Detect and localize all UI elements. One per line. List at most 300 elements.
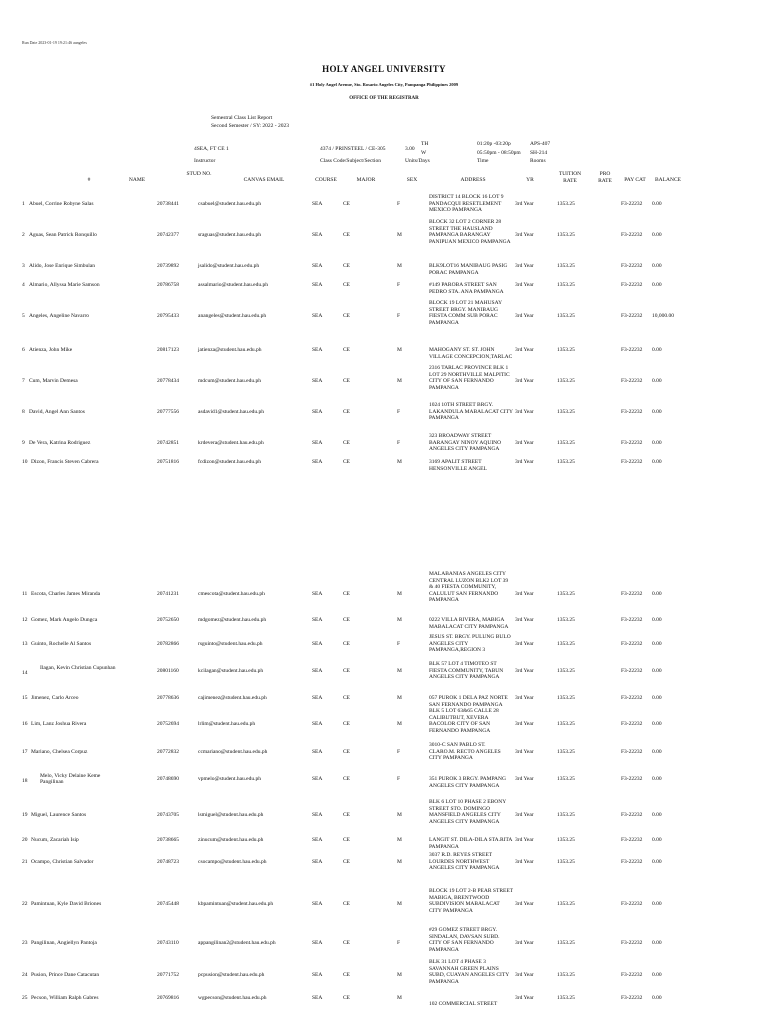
row-sex: F <box>397 282 401 288</box>
row-sex: F <box>397 940 401 946</box>
row-email: kbpamintuan@student.hau.edu.ph <box>198 901 274 907</box>
row-address: #29 GOMEZ STREET BRGY. SINDALAN, DAVSAN SUBD. CITY OF SAN FERNANDO PAMPANGA <box>429 927 500 953</box>
row-email: lrlim@student.hau.edu.ph <box>198 721 256 727</box>
row-course: SEA <box>312 459 323 465</box>
row-tuition: 1353.25 <box>557 901 575 907</box>
row-stud-no: 20738665 <box>157 837 179 843</box>
row-major: CE <box>343 263 351 269</box>
class-code-value: 4374 / PRINSTEEL / CE-305 <box>320 146 386 152</box>
row-email: cajimenez@student.hau.edu.ph <box>198 695 267 701</box>
row-balance: 0.00 <box>652 859 662 865</box>
report-title: Semestral Class List Report <box>211 115 273 121</box>
instructor-value: 4SEA, FT CE 1 <box>194 146 229 152</box>
row-address: BLK 31 LOT 4 PHASE 3 SAVANNAH GREEN PLAINS SUBD, CUAYAN ANGELES CITY PAMPANGA <box>429 959 509 985</box>
time-value-1: 01:20p -03:20p <box>477 141 511 147</box>
row-yr: 3rd Year <box>515 901 534 907</box>
row-address: BLOCK 32 LOT 2 CORNER 28 STREET THE HAUSLAND PAMPANGA BARANGAY PANIPUAN MEXICO PAMPANGA <box>429 219 511 245</box>
row-sex: M <box>397 721 402 727</box>
row-stud-no: 20817123 <box>157 347 179 353</box>
row-sex: M <box>397 617 402 623</box>
row-sex: F <box>397 749 401 755</box>
row-balance: 0.00 <box>652 972 662 978</box>
row-stud-no: 20742377 <box>157 232 179 238</box>
row-sex: F <box>397 201 401 207</box>
row-stud-no: 20738441 <box>157 201 179 207</box>
row-yr: 3rd Year <box>515 749 534 755</box>
row-course: SEA <box>312 641 323 647</box>
row-pay-cat: F3-22232 <box>621 995 643 1001</box>
row-address: BLOCK 19 LOT 21 MAHUSAY STREET BRGY. MANIBAUG FIESTA COMM SUB PORAC PAMPANGA <box>429 300 502 326</box>
row-tuition: 1353.25 <box>557 263 575 269</box>
row-yr: 3rd Year <box>515 313 534 319</box>
row-stud-no: 20778434 <box>157 378 179 384</box>
row-sex: M <box>397 591 402 597</box>
row-balance: 0.00 <box>652 837 662 843</box>
row-email: cmescota@student.hau.edu.ph <box>198 591 265 597</box>
row-name: Ilagan, Kevin Christian Cupunhan <box>40 665 116 671</box>
row-stud-no: 20801160 <box>157 668 179 674</box>
class-code-label: Class Code/Subject/Section <box>320 158 381 164</box>
row-major: CE <box>343 282 351 288</box>
row-yr: 3rd Year <box>515 721 534 727</box>
row-major: CE <box>343 837 351 843</box>
row-tuition: 1353.25 <box>557 776 575 782</box>
row-pay-cat: F3-22232 <box>621 812 643 818</box>
row-num: 13 <box>22 641 28 647</box>
row-major: CE <box>343 641 351 647</box>
row-email: csocampo@student.hau.edu.ph <box>198 859 267 865</box>
row-yr: 3rd Year <box>515 378 534 384</box>
row-num: 15 <box>22 695 28 701</box>
row-sex: M <box>397 668 402 674</box>
row-name: Mariano, Chelsea Corpuz <box>31 749 88 755</box>
time-label: Time <box>477 158 489 164</box>
row-address: 0222 VILLA RIVERA, MABIGA MABALACAT CITY PAMPANGA <box>429 617 509 630</box>
row-num: 19 <box>22 812 28 818</box>
row-stud-no: 20778636 <box>157 695 179 701</box>
row-address: BLK 6 LOT 10 PHASE 2 EBONY STREET STO. DOMINGO MANSFIELD ANGELES CITY ANGELES CITY PAMPANGA <box>429 799 507 825</box>
row-email: assalmario@student.hau.edu.ph <box>198 282 268 288</box>
row-tuition: 1353.25 <box>557 668 575 674</box>
row-course: SEA <box>312 901 323 907</box>
row-name: Pecson, William Ralph Gabres <box>31 995 99 1001</box>
row-major: CE <box>343 812 351 818</box>
row-stud-no: 20739892 <box>157 263 179 269</box>
row-address: DISTRICT 14 BLOCK 16 LOT 9 PANDACQUI RESETLEMENT MEXICO PAMPANGA <box>429 194 504 214</box>
row-stud-no: 20748690 <box>157 776 179 782</box>
row-name: Dizon, Francis Steven Cabrera <box>31 459 99 465</box>
row-pay-cat: F3-22232 <box>621 837 643 843</box>
row-course: SEA <box>312 812 323 818</box>
units-value: 3.00 <box>405 146 415 152</box>
row-balance: 0.00 <box>652 409 662 415</box>
row-balance: 0.00 <box>652 721 662 727</box>
col-tuition: TUITION RATE <box>558 171 582 184</box>
row-major: CE <box>343 940 351 946</box>
row-major: CE <box>343 859 351 865</box>
row-stud-no: 20782866 <box>157 641 179 647</box>
row-tuition: 1353.25 <box>557 282 575 288</box>
row-major: CE <box>343 749 351 755</box>
col-balance: BALANCE <box>655 177 681 183</box>
row-address: BLK9LOT16 MANIBAUG PASIG PORAC PAMPANGA <box>429 263 508 276</box>
row-email: lsmiguel@student.hau.edu.ph <box>198 812 264 818</box>
col-course: COURSE <box>315 177 337 183</box>
col-sex: SEX <box>406 177 418 183</box>
col-num: # <box>87 177 91 183</box>
office-name: OFFICE OF THE REGISTRAR <box>349 96 419 101</box>
row-yr: 3rd Year <box>515 459 534 465</box>
row-sex: M <box>397 232 402 238</box>
row-address: MAHOGANY ST. ST. JOHN VILLAGE CONCEPCION,TARLAC <box>429 347 513 360</box>
row-tuition: 1353.25 <box>557 695 575 701</box>
row-tuition: 1353.25 <box>557 940 575 946</box>
row-name: Guinto, Rochelle Al Santos <box>31 641 92 647</box>
row-address: JESUS ST. BRGY. PULUNG BULO ANGELES CITY PAMPANGA,REGION 3 <box>429 634 511 654</box>
row-yr: 3rd Year <box>515 232 534 238</box>
row-name: Angeles, Angeline Navarro <box>29 313 90 319</box>
row-address: #149 PAROBA STREET SAN PEDRO STA. ANA PAMPANGA <box>429 282 504 295</box>
row-name: Pangilinan, Angiellyn Pantoja <box>31 940 97 946</box>
row-sex: M <box>397 901 402 907</box>
row-yr: 3rd Year <box>515 695 534 701</box>
row-email: appangilinan2@student.hau.edu.ph <box>198 940 276 946</box>
row-sex: M <box>397 347 402 353</box>
row-pay-cat: F3-22232 <box>621 459 643 465</box>
row-stud-no: 20772832 <box>157 749 179 755</box>
row-major: CE <box>343 591 351 597</box>
row-course: SEA <box>312 940 323 946</box>
row-pay-cat: F3-22232 <box>621 201 643 207</box>
row-major: CE <box>343 721 351 727</box>
row-balance: 0.00 <box>652 995 662 1001</box>
row-address: BLK 57 LOT 4 TIMOTEO ST FIESTA COMMUNITY, TABUN ANGELES CITY PAMPANGA <box>429 661 504 681</box>
row-tuition: 1353.25 <box>557 378 575 384</box>
row-major: CE <box>343 459 351 465</box>
row-tuition: 1353.25 <box>557 859 575 865</box>
row-course: SEA <box>312 282 323 288</box>
row-balance: 0.00 <box>652 459 662 465</box>
row-pay-cat: F3-22232 <box>621 749 643 755</box>
row-balance: 0.00 <box>652 440 662 446</box>
row-stud-no: 20741231 <box>157 591 179 597</box>
row-address: BLK 5 LOT 63&65 CALLE 28 CALIBUTBUT, XEVERA BACOLOR CITY OF SAN FERNANDO PAMPANGA <box>429 708 499 734</box>
row-major: CE <box>343 776 351 782</box>
row-course: SEA <box>312 995 323 1001</box>
row-major: CE <box>343 201 351 207</box>
row-num: 22 <box>22 901 28 907</box>
row-email: fcdizon@student.hau.edu.ph <box>198 459 261 465</box>
row-yr: 3rd Year <box>515 995 534 1001</box>
col-name: NAME <box>128 177 146 183</box>
row-major: CE <box>343 347 351 353</box>
row-email: csabuel@student.hau.edu.ph <box>198 201 261 207</box>
row-stud-no: 20771752 <box>157 972 179 978</box>
row-major: CE <box>343 995 351 1001</box>
row-num: 5 <box>22 313 25 319</box>
col-email: CANVAS EMAIL <box>243 177 285 183</box>
row-balance: 0.00 <box>652 591 662 597</box>
row-yr: 3rd Year <box>515 668 534 674</box>
row-name: David, Angel Ann Santos <box>29 409 85 415</box>
row-address: 102 COMMERCIAL STREET <box>429 1001 498 1007</box>
university-name: HOLY ANGEL UNIVERSITY <box>322 64 446 74</box>
row-name: Gomez, Mark Angelo Dungca <box>31 617 98 623</box>
row-sex: M <box>397 378 402 384</box>
row-pay-cat: F3-22232 <box>621 641 643 647</box>
room-value-2: SH-214 <box>530 150 548 156</box>
row-stud-no: 20742851 <box>157 440 179 446</box>
row-pay-cat: F3-22232 <box>621 721 643 727</box>
row-pay-cat: F3-22232 <box>621 263 643 269</box>
row-num: 24 <box>22 972 28 978</box>
row-yr: 3rd Year <box>515 282 534 288</box>
row-pay-cat: F3-22232 <box>621 668 643 674</box>
row-sex: M <box>397 995 402 1001</box>
time-value-2: 05:50pm - 08:50pm <box>477 150 521 156</box>
row-course: SEA <box>312 972 323 978</box>
row-yr: 3rd Year <box>515 776 534 782</box>
row-name: Aguas, Sean Patrick Ronquillo <box>29 232 97 238</box>
row-yr: 3rd Year <box>515 409 534 415</box>
row-sex: M <box>397 972 402 978</box>
row-num: 12 <box>22 617 28 623</box>
row-yr: 3rd Year <box>515 591 534 597</box>
row-yr: 3rd Year <box>515 347 534 353</box>
row-sex: M <box>397 459 402 465</box>
row-stud-no: 20748723 <box>157 859 179 865</box>
row-email: wgpecson@student.hau.edu.ph <box>198 995 267 1001</box>
row-balance: 0.00 <box>652 940 662 946</box>
row-stud-no: 20743705 <box>157 812 179 818</box>
row-sex: F <box>397 313 401 319</box>
row-email: anangeles@student.hau.edu.ph <box>198 313 267 319</box>
row-name: Nucum, Zacariah Isip <box>31 837 79 843</box>
row-tuition: 1353.25 <box>557 641 575 647</box>
row-num: 3 <box>22 263 25 269</box>
row-yr: 3rd Year <box>515 859 534 865</box>
semester-label: Second Semester / SY: 2022 - 2023 <box>211 123 290 129</box>
row-tuition: 1353.25 <box>557 837 575 843</box>
row-stud-no: 20743110 <box>157 940 179 946</box>
row-email: zinucum@student.hau.edu.ph <box>198 837 264 843</box>
row-sex: F <box>397 409 401 415</box>
row-sex: M <box>397 837 402 843</box>
row-num: 6 <box>22 347 25 353</box>
row-course: SEA <box>312 347 323 353</box>
row-major: CE <box>343 668 351 674</box>
row-stud-no: 20769816 <box>157 995 179 1001</box>
row-balance: 0.00 <box>652 232 662 238</box>
row-tuition: 1353.25 <box>557 459 575 465</box>
row-num: 11 <box>22 591 28 597</box>
row-sex: F <box>397 440 401 446</box>
row-major: CE <box>343 313 351 319</box>
row-num: 17 <box>22 749 28 755</box>
row-balance: 0.00 <box>652 668 662 674</box>
row-email: mdcum@student.hau.edu.ph <box>198 378 261 384</box>
row-num: 2 <box>22 232 25 238</box>
row-tuition: 1353.25 <box>557 721 575 727</box>
row-address: 3010-C SAN PABLO ST. CLARO.M. RECTO ANGELES CITY PAMPANGA <box>429 742 501 762</box>
row-course: SEA <box>312 409 323 415</box>
row-course: SEA <box>312 232 323 238</box>
row-num: 8 <box>22 409 25 415</box>
instructor-label: Instructor <box>194 158 216 164</box>
row-yr: 3rd Year <box>515 263 534 269</box>
row-pay-cat: F3-22232 <box>621 859 643 865</box>
row-tuition: 1353.25 <box>557 749 575 755</box>
row-pay-cat: F3-22232 <box>621 313 643 319</box>
row-email: pcpusion@student.hau.edu.ph <box>198 972 265 978</box>
row-course: SEA <box>312 837 323 843</box>
row-tuition: 1353.25 <box>557 995 575 1001</box>
row-stud-no: 20795433 <box>157 313 179 319</box>
row-course: SEA <box>312 776 323 782</box>
row-tuition: 1353.25 <box>557 972 575 978</box>
row-num: 21 <box>22 859 28 865</box>
row-name: Abuel, Corrine Robyne Salas <box>29 201 94 207</box>
row-balance: 0.00 <box>652 749 662 755</box>
row-pay-cat: F3-22232 <box>621 232 643 238</box>
run-stamp: Run Date 2023-01-19 19:21:46 aangeles <box>22 40 87 45</box>
row-tuition: 1353.25 <box>557 232 575 238</box>
row-major: CE <box>343 378 351 384</box>
row-pay-cat: F3-22232 <box>621 972 643 978</box>
row-sex: M <box>397 812 402 818</box>
row-name: Pamintuan, Kyle David Briones <box>31 901 102 907</box>
col-yr: YR <box>526 177 534 183</box>
row-name: Lim, Lanz Joshua Rivera <box>31 721 87 727</box>
row-address: BLOCK 19 LOT 2-B PEAR STREET MABIGA, BRENTWOOD SUBDIVISION MABALACAT CITY PAMPANGA <box>429 888 513 914</box>
row-name: Almario, Allyssa Marie Samson <box>29 282 100 288</box>
row-sex: M <box>397 263 402 269</box>
row-balance: 0.00 <box>652 812 662 818</box>
row-sex: F <box>397 641 401 647</box>
row-course: SEA <box>312 591 323 597</box>
days-value-1: TH <box>421 141 429 147</box>
row-tuition: 1353.25 <box>557 812 575 818</box>
row-num: 16 <box>22 721 28 727</box>
row-email: mdgomez@student.hau.edu.ph <box>198 617 267 623</box>
row-num: 14 <box>22 670 28 676</box>
row-email: krdevera@student.hau.edu.ph <box>198 440 264 446</box>
row-balance: 10,000.00 <box>652 313 674 319</box>
row-stud-no: 20752650 <box>157 617 179 623</box>
row-stud-no: 20777556 <box>157 409 179 415</box>
row-balance: 0.00 <box>652 347 662 353</box>
row-pay-cat: F3-22232 <box>621 901 643 907</box>
row-major: CE <box>343 409 351 415</box>
row-name: Miguel, Laurence Santos <box>31 812 87 818</box>
row-num: 18 <box>22 778 28 784</box>
row-tuition: 1353.25 <box>557 409 575 415</box>
days-value-2: W <box>421 150 427 156</box>
row-yr: 3rd Year <box>515 812 534 818</box>
row-address: 1024 10TH STREET BRGY. LAKANDULA MABALACAT CITY PAMPANGA <box>429 402 513 422</box>
row-name: Cum, Marvin Demesa <box>29 378 78 384</box>
rooms-label: Rooms <box>530 158 546 164</box>
row-sex: M <box>397 859 402 865</box>
row-name: De Vera, Katrina Rodriguez <box>29 440 91 446</box>
row-tuition: 1353.25 <box>557 591 575 597</box>
row-name: Alido, Jose Enrique Simbulan <box>29 263 95 269</box>
row-pay-cat: F3-22232 <box>621 695 643 701</box>
row-major: CE <box>343 972 351 978</box>
row-address: 2316 TARLAC PROVINCE BLK 1 LOT 29 NORTHVILLE MALPITIC CITY OF SAN FERNANDO PAMPANGA <box>429 365 510 391</box>
row-tuition: 1353.25 <box>557 347 575 353</box>
row-balance: 0.00 <box>652 263 662 269</box>
row-email: ccmariano@student.hau.edu.ph <box>198 749 268 755</box>
row-balance: 0.00 <box>652 901 662 907</box>
row-pay-cat: F3-22232 <box>621 378 643 384</box>
row-address: 323 BROADWAY STREET BARANGAY NINOY AQUINO ANGELES CITY PAMPANGA <box>429 433 502 453</box>
row-name: Atienza, John Mike <box>29 347 73 353</box>
row-pay-cat: F3-22232 <box>621 940 643 946</box>
row-name: Melo, Vicky Delaine Keme Pangilinan <box>40 773 101 785</box>
row-pay-cat: F3-22232 <box>621 591 643 597</box>
row-pay-cat: F3-22232 <box>621 409 643 415</box>
row-stud-no: 20786758 <box>157 282 179 288</box>
row-course: SEA <box>312 668 323 674</box>
row-sex: M <box>397 695 402 701</box>
col-pro-rate: PRO RATE <box>598 171 612 184</box>
row-name: Jimenez, Carlo Arceo <box>31 695 79 701</box>
row-course: SEA <box>312 201 323 207</box>
row-course: SEA <box>312 617 323 623</box>
row-major: CE <box>343 617 351 623</box>
row-yr: 3rd Year <box>515 837 534 843</box>
row-num: 20 <box>22 837 28 843</box>
row-num: 4 <box>22 282 25 288</box>
row-tuition: 1353.25 <box>557 313 575 319</box>
row-num: 10 <box>22 459 28 465</box>
row-stud-no: 20745448 <box>157 901 179 907</box>
row-num: 23 <box>22 940 28 946</box>
university-address: #1 Holy Angel Avenue, Sto. Rosario Angeles City, Pampanga Philippines 2009 <box>309 82 459 87</box>
row-major: CE <box>343 232 351 238</box>
row-major: CE <box>343 695 351 701</box>
row-balance: 0.00 <box>652 641 662 647</box>
row-email: vpmelo@student.hau.edu.ph <box>198 776 261 782</box>
row-major: CE <box>343 901 351 907</box>
row-yr: 3rd Year <box>515 641 534 647</box>
row-email: sraguas@student.hau.edu.ph <box>198 232 261 238</box>
row-yr: 3rd Year <box>515 201 534 207</box>
row-num: 25 <box>22 995 28 1001</box>
row-address: MALABANIAS ANGELES CITY CENTRAL LUZON BLK2 LOT 39 & 40 FIESTA COMMUNITY, CALULUT SAN FERNANDO PAMPANGA <box>429 571 509 604</box>
row-address: 351 PUROK 3 BRGY. PAMPANG ANGELES CITY PAMPANGA <box>429 776 506 789</box>
row-yr: 3rd Year <box>515 940 534 946</box>
row-balance: 0.00 <box>652 776 662 782</box>
row-pay-cat: F3-22232 <box>621 776 643 782</box>
row-name: Escota, Charles James Miranda <box>31 591 101 597</box>
row-pay-cat: F3-22232 <box>621 617 643 623</box>
row-email: jsalido@student.hau.edu.ph <box>198 263 260 269</box>
row-tuition: 1353.25 <box>557 201 575 207</box>
row-stud-no: 20752694 <box>157 721 179 727</box>
row-email: rsguinto@student.hau.edu.ph <box>198 641 263 647</box>
row-address: LANGIT ST. DILA-DILA STA.RITA PAMPANGA <box>429 837 513 850</box>
row-address: 057 PUROK 1 DELA PAZ NORTE SAN FERNANDO PAMPANGA <box>429 695 508 708</box>
row-email: asdavid1@student.hau.edu.ph <box>198 409 265 415</box>
col-address: ADDRESS <box>460 177 486 183</box>
row-course: SEA <box>312 859 323 865</box>
row-name: Ocampo, Christian Salvador <box>31 859 94 865</box>
row-email: kcilagan@student.hau.edu.ph <box>198 668 264 674</box>
row-course: SEA <box>312 263 323 269</box>
row-pay-cat: F3-22232 <box>621 282 643 288</box>
